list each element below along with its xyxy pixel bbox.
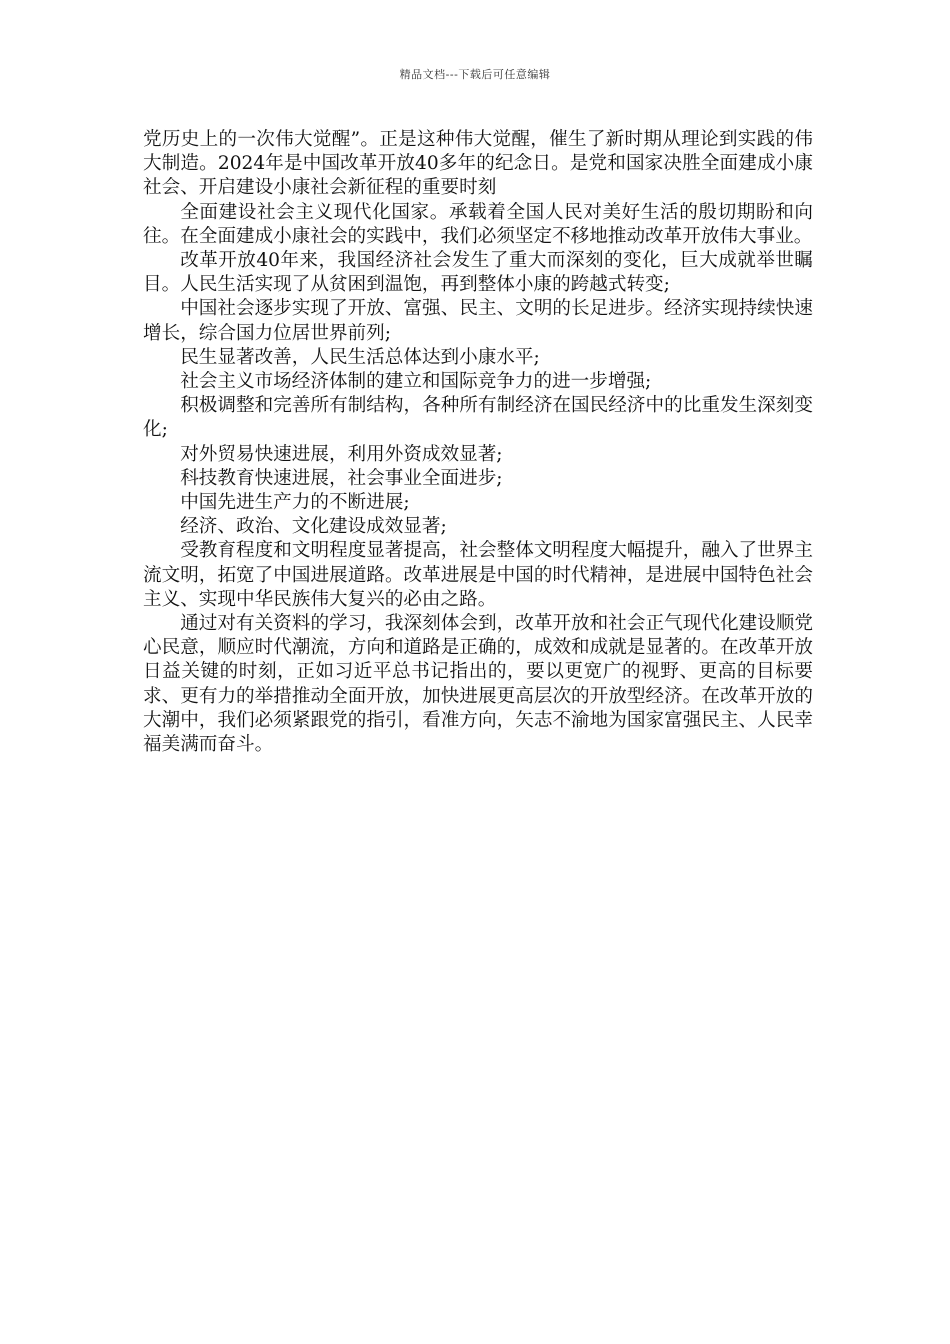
paragraph-5: 民生显著改善，人民生活总体达到小康水平;	[180, 346, 540, 368]
paragraph-8: 对外贸易快速进展，利用外资成效显著;	[180, 443, 503, 465]
paragraph-1: 党历史上的一次伟大觉醒”。正是这种伟大觉醒，催生了新时期从理论到实践的伟大制造。2024年是中国改革开放40多年的纪念日。是党和国家决胜全面建成小康社会、开启建设小康社会新征程的重要时刻	[143, 129, 813, 199]
paragraph-9: 科技教育快速进展，社会事业全面进步;	[180, 467, 503, 489]
paragraph-13: 通过对有关资料的学习，我深刻体会到，改革开放和社会正气现代化建设顺党心民意，顺应时代潮流，方向和道路是正确的，成效和成就是显著的。在改革开放日益关键的时刻，正如习近平总书记指出的，要以更宽广的视野、更高的目标要求、更有力的举措推动全面开放，加快进展更高层次的开放型经济。在改革开放的大潮中，我们必须紧跟党的指引，看准方向，矢志不渝地为国家富强民主、人民幸福美满而奋斗。	[143, 613, 813, 756]
paragraph-6: 社会主义市场经济体制的建立和国际竞争力的进一步增强;	[180, 371, 652, 393]
paragraph-3: 改革开放40年来，我国经济社会发生了重大而深刻的变化，巨大成就举世瞩目。人民生活实现了从贫困到温饱，再到整体小康的跨越式转变;	[143, 250, 813, 296]
document-body	[143, 128, 813, 757]
paragraph-11: 经济、政治、文化建设成效显著;	[180, 516, 447, 538]
paragraph-2: 全面建设社会主义现代化国家。承载着全国人民对美好生活的殷切期盼和向往。在全面建成小康社会的实践中，我们必须坚定不移地推动改革开放伟大事业。	[143, 201, 813, 247]
paragraph-4: 中国社会逐步实现了开放、富强、民主、文明的长足进步。经济实现持续快速增长，综合国力位居世界前列;	[143, 298, 813, 344]
paragraph-7: 积极调整和完善所有制结构，各种所有制经济在国民经济中的比重发生深刻变化;	[143, 395, 813, 441]
paragraph-12: 受教育程度和文明程度显著提高，社会整体文明程度大幅提升，融入了世界主流文明，拓宽了中国进展道路。改革进展是中国的时代精神，是进展中国特色社会主义、实现中华民族伟大复兴的必由之路。	[143, 540, 813, 610]
page-header: 精品文档---下载后可任意编辑	[399, 68, 551, 81]
paragraph-10: 中国先进生产力的不断进展;	[180, 492, 410, 514]
